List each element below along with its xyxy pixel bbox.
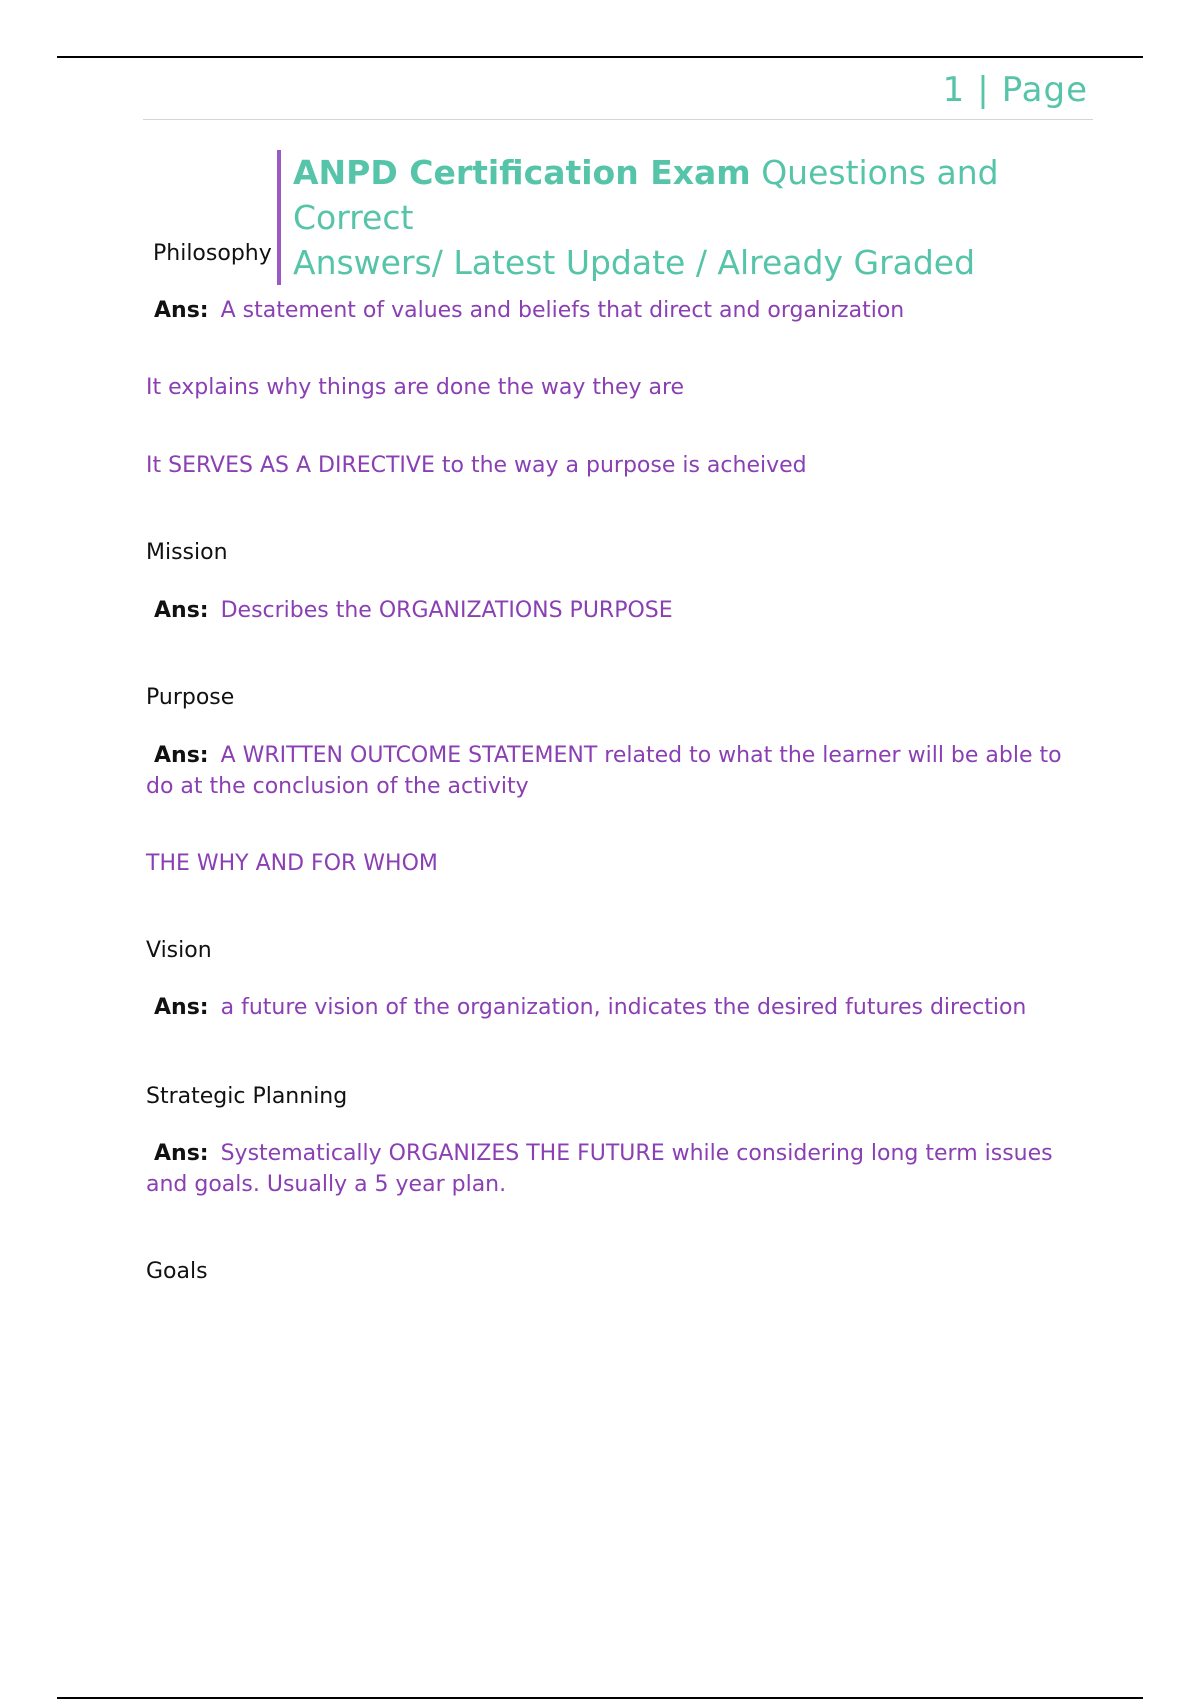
- top-border-line: [57, 56, 1143, 58]
- page-number: 1: [942, 70, 966, 110]
- question-strategic-planning: Strategic Planning: [146, 1084, 348, 1109]
- answer-label: Ans:: [154, 1141, 209, 1166]
- bottom-border-line: [57, 1697, 1143, 1699]
- question-vision: Vision: [146, 938, 212, 963]
- page-number-header: [943, 70, 1088, 110]
- document-title: [277, 150, 1113, 285]
- answer-text: Describes the ORGANIZATIONS PURPOSE: [220, 598, 673, 623]
- title-bold: ANPD Certification Exam: [293, 153, 751, 192]
- title-line-1: [293, 150, 1113, 240]
- answer-purpose-extra-1: THE WHY AND FOR WHOM: [146, 851, 438, 876]
- header-divider: [143, 119, 1093, 120]
- answer-text: A WRITTEN OUTCOME STATEMENT related to what the learner will be able to do at the conclusion of the activity: [146, 743, 1062, 799]
- answer-text: a future vision of the organization, indicates the desired futures direction: [220, 995, 1027, 1020]
- answer-label: Ans:: [154, 298, 209, 323]
- title-rest: Questions and Correct: [293, 153, 999, 237]
- answer-label: Ans:: [154, 743, 209, 768]
- question-philosophy: Philosophy: [153, 241, 272, 266]
- answer-strategic-planning: [146, 1138, 1086, 1200]
- answer-vision: [146, 992, 1086, 1023]
- answer-philosophy-extra-2: It SERVES AS A DIRECTIVE to the way a purpose is acheived: [146, 453, 807, 478]
- page-separator: |: [977, 70, 990, 110]
- question-mission: Mission: [146, 540, 228, 565]
- answer-mission: [146, 595, 1086, 626]
- answer-text: A statement of values and beliefs that direct and organization: [220, 298, 905, 323]
- page-word: Page: [1001, 70, 1088, 110]
- answer-purpose: [146, 740, 1086, 802]
- answer-philosophy: [146, 295, 1086, 326]
- answer-label: Ans:: [154, 598, 209, 623]
- answer-text: Systematically ORGANIZES THE FUTURE while considering long term issues and goals. Usually a 5 year plan.: [146, 1141, 1053, 1197]
- title-line-2: Answers/ Latest Update / Already Graded: [293, 243, 976, 282]
- question-goals: Goals: [146, 1259, 208, 1284]
- answer-label: Ans:: [154, 995, 209, 1020]
- question-purpose: Purpose: [146, 685, 235, 710]
- answer-philosophy-extra-1: It explains why things are done the way they are: [146, 375, 685, 400]
